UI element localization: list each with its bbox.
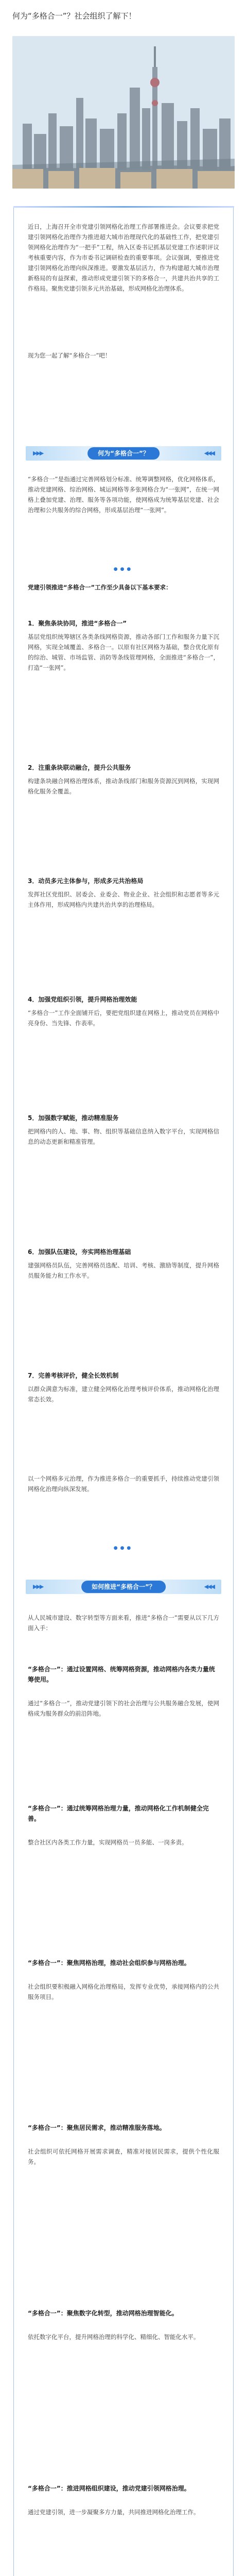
point-text: 构建条块融合网格治理体系，推动条线部门和服务资源沉到网格，实现网格化服务全覆盖。 xyxy=(28,777,219,795)
point-heading: “多格合一”：聚焦数字化转型，推动网格治理智能化。 xyxy=(28,2310,178,2317)
section-paragraph: “多格合一”是指通过完善网格划分标准、统筹调整网格，优化网格体系，推动党建网格、综治网格、城运网格等多张网格合为“一张网”，在统一网格上叠加党建、治理、服务等各项功能，使网格成为统筹基层党建、社会治理和公共服务的综合网格，形成基层治理“一张网”。 xyxy=(28,476,219,514)
chevron-right-icon: ▶▶▶ xyxy=(33,450,43,456)
point-text: 以群众满意为标准，建立健全网格化治理考核评价体系，推动网格化治理常态长效。 xyxy=(28,1385,219,1403)
divider: ●●● xyxy=(113,567,134,572)
section-label: 如何推进“多格合一”？ xyxy=(81,1581,166,1593)
section-intro: 从人民城市建设、数字转型等方面来看，推进“多格合一”需要从以下几方面入手： xyxy=(28,1614,219,1632)
point-heading: “多格合一”：通过设置网格、统筹网格资源，推动网格内各类力量统筹使用。 xyxy=(28,1666,215,1683)
intro-paragraph: 近日，上海召开全市党建引领网格化治理工作部署推进会。会议要求把党建引领网格化治理作为推进超大城市治理现代化的基础性工作，把党建引领网格化治理作为“一把手”工程，纳入区委书记抓基层党建工作述职评议考核重要内容，作为市委书记调研检查的重要事项。会议强调，要推进党建引领网格化治理向纵深推进。要激发基层活力，作为构建超大城市治理新格局的有益探索，推动形成党建引领下的多格合一，共建共治共享的工作格局。聚焦党建引领多元共治基础，形成网格化治理体系。 xyxy=(28,223,219,292)
point-text: 依托数字化平台，提升网格治理的科学化、精细化、智能化水平。 xyxy=(28,2333,200,2341)
point-text: 社会组织可依托网格开展需求调查，精准对接居民需求，提供个性化服务。 xyxy=(28,2148,219,2165)
section-intro: 党建引领推进“多格合一”工作至少具备以下基本要求： xyxy=(28,584,172,591)
point-heading: 7．完善考核评价，健全长效机制 xyxy=(28,1372,119,1379)
point-text: 发挥社区党组织、居委会、业委会、物业企业、社会组织和志愿者等多元主体作用，形成网格内共建共治共享的治理格局。 xyxy=(28,891,219,908)
point-text: 社会组织要积极融入网格化治理格局，发挥专业优势，承接网格内的公共服务项目。 xyxy=(28,1983,219,2001)
chevron-left-icon: ◀◀◀ xyxy=(204,1583,214,1590)
chevron-left-icon: ◀◀◀ xyxy=(204,450,214,456)
point-heading: “多格合一”：推进网格组织建设，推动党建引领网格治理。 xyxy=(28,2485,190,2492)
chevron-right-icon: ▶▶▶ xyxy=(33,1583,43,1590)
point-heading: “多格合一”：聚焦居民需求，推动精准服务落地。 xyxy=(28,2124,166,2131)
point-text: 通过党建引领，进一步凝聚多方力量，共同推进网格化治理工作。 xyxy=(28,2509,200,2516)
point-text: 基层党组织统筹辖区各类条线网格资源，推动各部门工作和服务力量下沉网格，实现全域覆盖、多格合一。以原有社区网格为基础，整合优化原有的综治、城管、市场监管、消防等条线管理网格，全面推进“多格合一”，打造“一张网”。 xyxy=(28,633,219,671)
point-heading: 5．加强数字赋能，推动精准服务 xyxy=(28,1114,119,1122)
point-heading: 6．加强队伍建设，夯实网格治理基础 xyxy=(28,1248,131,1256)
city-skyline-photo xyxy=(12,36,235,189)
section-closing: 以一个网格多元治理，作为推进多格合一的重要抓手，持续推动党建引领网格化治理向纵深发展。 xyxy=(28,1475,219,1493)
point-text: 整合社区内各类工作力量，实现网格员一员多能、一岗多责。 xyxy=(28,1839,188,1846)
divider: ●●● xyxy=(113,1546,134,1551)
intro-paragraph: 现为您一起了解“多格合一”吧！ xyxy=(28,352,111,359)
point-heading: 4．加强党组织引领，提升网格治理效能 xyxy=(28,996,137,1003)
point-heading: 1．聚焦条块协同，推进“多格合一” xyxy=(28,620,127,627)
point-text: 通过“多格合一”，推动党建引领下的社会治理与公共服务融合发展，使网格成为服务群众的前沿阵地。 xyxy=(28,1700,219,1717)
section-header xyxy=(26,443,221,464)
point-heading: “多格合一”：通过统筹网格治理力量，推动网格化工作机制健全完善。 xyxy=(28,1805,209,1822)
point-text: 把网格内的人、地、事、物、组织等基础信息纳入数字平台，实现网格信息的动态更新和精准管理。 xyxy=(28,1128,219,1145)
section-label: 何为“多格合一”？ xyxy=(87,447,160,460)
point-heading: 3．动员多元主体参与，形成多元共治格局 xyxy=(28,877,144,885)
section-header xyxy=(26,1577,221,1597)
point-heading: “多格合一”：聚焦网格治理，推动社会组织参与网格治理。 xyxy=(28,1959,190,1967)
point-heading: 2．注重条块联动融合，提升公共服务 xyxy=(28,764,131,771)
point-text: “多格合一”工作全面铺开后，要把党组织建在网格上，推动党员在网格中亮身份、当先锋、作表率。 xyxy=(28,1009,219,1027)
article-title: 何为“多格合一”？社会组织了解下！ xyxy=(12,11,136,21)
point-text: 建强网格员队伍，完善网格员选配、培训、考核、激励等制度，提升网格员服务能力和工作水平。 xyxy=(28,1262,219,1279)
